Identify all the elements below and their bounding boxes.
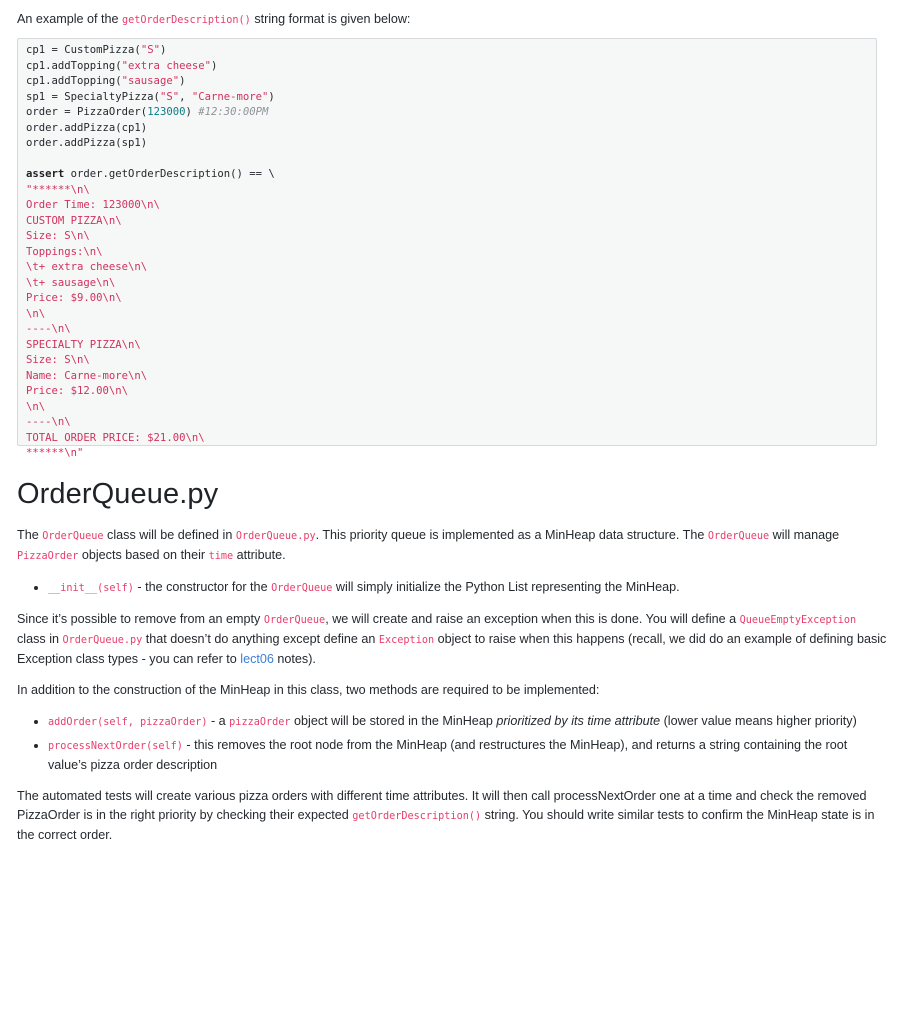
- inline-code: time: [208, 551, 234, 562]
- paragraph-exception: Since it’s possible to remove from an empty OrderQueue, we will create and raise an exception when this is done. You will define a QueueEmptyException class in OrderQueue.py that doesn’t do anything except define an Exception object to raise when this happens (recall, we did do an example of defining basic Exception class types - you can refer to lect06 notes).: [17, 612, 887, 666]
- code-line: ******\n": [26, 447, 84, 459]
- inline-code: OrderQueue: [707, 531, 770, 542]
- emphasis-text: prioritized by its time attribute: [496, 714, 661, 728]
- code-line: \n\: [26, 400, 46, 413]
- code-line: ----\n\: [26, 323, 71, 335]
- list-item: • processNextOrder(self) - this removes the root node from the MinHeap (and restructures the MinHeap), and returns a string containing the root value’s pizza order description: [48, 736, 887, 775]
- list-item: • __init__(self) - the constructor for the OrderQueue will simply initialize the Python List representing the MinHeap.: [48, 578, 887, 598]
- code-line: order.addPizza(sp1): [26, 137, 148, 149]
- code-line: Price: $9.00\n\: [26, 292, 122, 304]
- inline-code: getOrderDescription(): [352, 811, 482, 822]
- inline-code: OrderQueue: [271, 583, 333, 594]
- code-line: Order Time: 123000\n\: [26, 199, 160, 211]
- code-line: sp1 = SpecialtyPizza("S", "Carne-more"): [26, 90, 275, 103]
- inline-code: PizzaOrder: [17, 551, 79, 562]
- code-line: ----\n\: [26, 416, 71, 428]
- code-line: order = PizzaOrder(123000) #12:30:00PM: [26, 106, 269, 118]
- code-block: [17, 38, 877, 459]
- inline-code: processNextOrder(self): [48, 741, 183, 752]
- code-line: cp1.addTopping("sausage"): [26, 75, 186, 87]
- code-line: TOTAL ORDER PRICE: $21.00\n\: [26, 431, 205, 444]
- inline-code: OrderQueue.py: [235, 531, 316, 542]
- code-line: \t+ sausage\n\: [26, 276, 116, 289]
- paragraph-orderqueue-intro: The OrderQueue class will be defined in OrderQueue.py. This priority queue is implemented as a MinHeap data structure. The OrderQueue will manage PizzaOrder objects based on their time attribute.: [17, 528, 840, 562]
- inline-code: Exception: [378, 635, 435, 646]
- inline-code: OrderQueue: [263, 615, 326, 626]
- intro-text: string format is given below:: [250, 12, 411, 26]
- inline-code: getOrderDescription(): [122, 15, 251, 26]
- code-line: Toppings:\n\: [26, 245, 103, 258]
- intro-text: An example of the: [17, 12, 123, 26]
- inline-code: QueueEmptyException: [739, 615, 857, 626]
- code-line: Name: Carne-more\n\: [26, 369, 148, 382]
- section-heading: OrderQueue.py: [17, 478, 219, 510]
- code-line: Size: S\n\: [26, 230, 90, 242]
- section-body: [17, 526, 887, 857]
- inline-code: OrderQueue.py: [62, 635, 143, 646]
- inline-code: __init__(self): [48, 583, 134, 594]
- code-line: order.addPizza(cp1): [26, 121, 148, 134]
- code-line: Size: S\n\: [26, 354, 90, 366]
- lect06-link[interactable]: lect06: [240, 652, 274, 666]
- code-line: assert order.getOrderDescription() == \: [26, 168, 275, 180]
- code-line: CUSTOM PIZZA\n\: [26, 214, 122, 227]
- code-line: \n\: [26, 307, 46, 320]
- code-line: SPECIALTY PIZZA\n\: [26, 338, 141, 351]
- inline-code: pizzaOrder: [229, 717, 291, 728]
- code-line: cp1 = CustomPizza("S"): [26, 44, 167, 56]
- methods-list: [17, 712, 887, 775]
- paragraph-methods-intro: In addition to the construction of the MinHeap in this class, two methods are required to be implemented:: [17, 683, 600, 697]
- intro-paragraph: [17, 0, 885, 36]
- code-line: Price: $12.00\n\: [26, 385, 129, 397]
- code-line: "******\n\: [26, 183, 90, 196]
- paragraph-tests: The automated tests will create various pizza orders with different time attributes. It will then call processNextOrder one at a time and check the removed PizzaOrder is in the right priority by checking their expected getOrderDescription() string. You should write similar tests to confirm the MinHeap state is in the correct order.: [17, 789, 875, 842]
- code-line: cp1.addTopping("extra cheese"): [26, 59, 218, 72]
- constructor-list: [17, 578, 887, 598]
- list-item: • addOrder(self, pizzaOrder) - a pizzaOrder object will be stored in the MinHeap prioritized by its time attribute (lower value means higher priority): [48, 712, 887, 732]
- inline-code: OrderQueue: [42, 531, 104, 542]
- inline-code: addOrder(self, pizzaOrder): [48, 717, 208, 728]
- code-line: \t+ extra cheese\n\: [26, 261, 148, 273]
